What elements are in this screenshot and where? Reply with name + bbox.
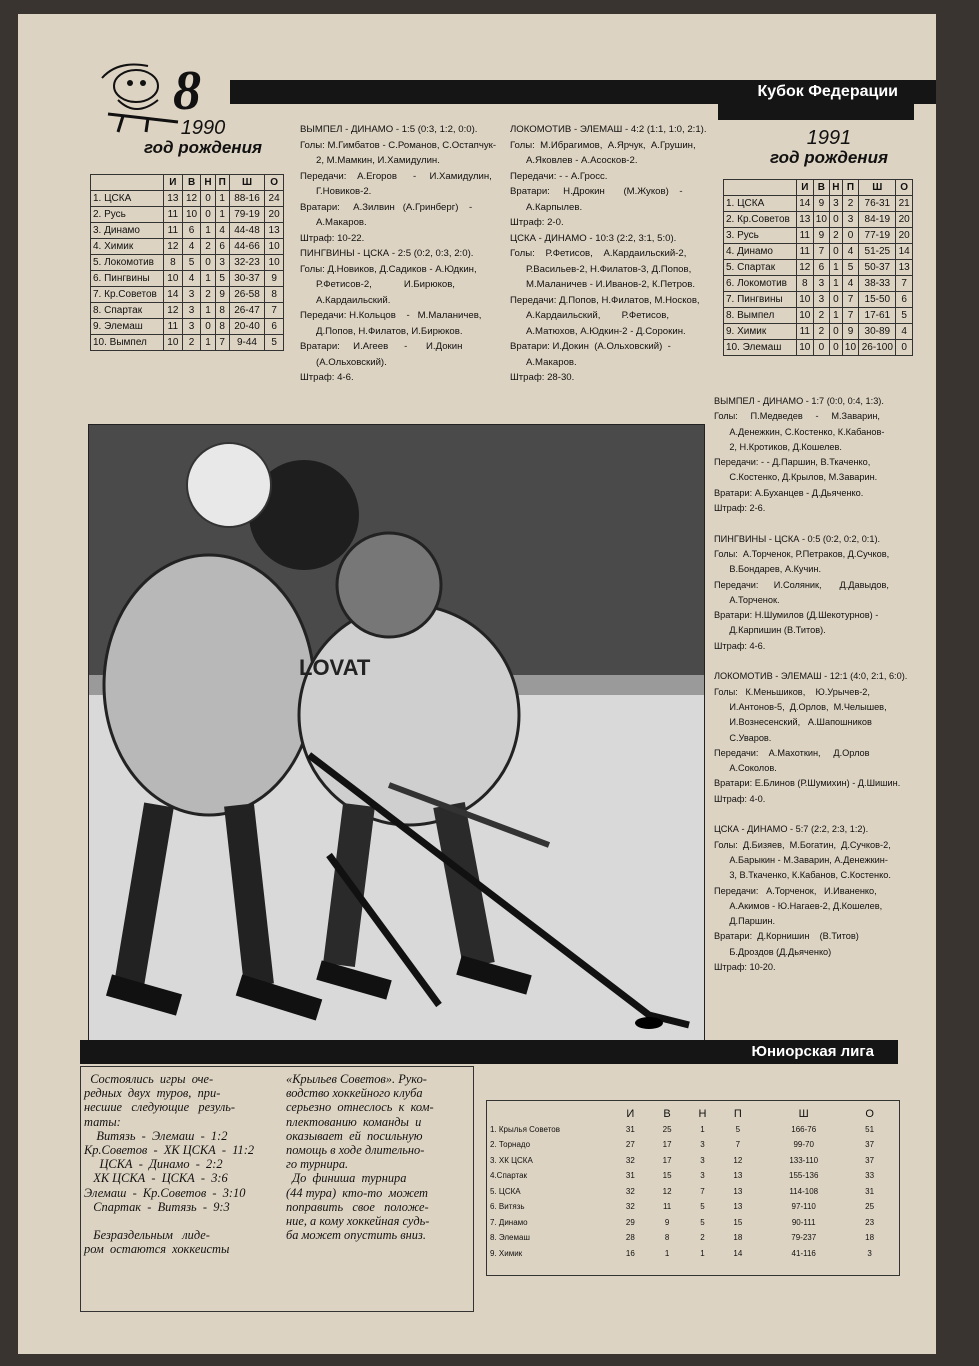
table-row: [724, 324, 913, 340]
year-1990-heading: [128, 118, 278, 157]
stat-cell: 27: [625, 1140, 635, 1150]
stat-cell: 88-16: [229, 191, 264, 207]
header-blank: [724, 180, 797, 196]
stat-cell: 18: [865, 1233, 875, 1243]
stat-cell: 1: [830, 260, 843, 276]
column-header: И: [164, 175, 183, 191]
stat-cell: 37: [865, 1155, 875, 1165]
stat-cell: 5: [215, 271, 229, 287]
stat-cell: 0: [830, 324, 843, 340]
column-header: П: [733, 1107, 742, 1120]
column-header: О: [865, 1107, 874, 1120]
stat-cell: 20-40: [229, 319, 264, 335]
stat-cell: 6: [182, 223, 201, 239]
stat-cell: 99-70: [793, 1140, 814, 1150]
team-name-cell: 1. ЦСКА: [724, 196, 797, 212]
stat-cell: 10: [842, 340, 859, 356]
stat-cell: 166-76: [791, 1124, 817, 1134]
stat-cell: 13: [733, 1171, 743, 1181]
stat-cell: 14: [164, 287, 183, 303]
hockey-photo: [88, 424, 705, 1051]
stat-cell: 97-110: [791, 1202, 816, 1212]
stat-cell: 10: [797, 308, 814, 324]
team-name-cell: 1. ЦСКА: [91, 191, 164, 207]
table-header-row: [91, 175, 284, 191]
stat-cell: 10: [797, 340, 814, 356]
match-column-1: ВЫМПЕЛ - ДИНАМО - 1:5 (0:3, 1:2, 0:0). Голы: М.Гимбатов - С.Романов, С.Остапчук- 2, М.Мамкин, И.Хамидулин. Передачи: А.Егоров - И.Хамидулин, Г.Новиков-2. Вратари: А.Зилвин (А.Гринберг) - А.Макаров. Штраф: 10-22. ПИНГВИНЫ - ЦСКА - 2:5 (0:2, 0:3, 2:0). Голы: Д.Новиков, Д.Садиков - А.Юдкин, Р.Фетисов-2, И.Бирюков, А.Кардаильский. Передачи: Н.Кольцов - М.Маланичев, Д.Попов, Н.Филатов, И.Бирюков. Вратари: И.Агеев - И.Докин (А.Ольховский). Штраф: 4-6.: [300, 124, 497, 383]
stat-cell: 30-89: [859, 324, 896, 340]
stat-cell: 3: [182, 303, 201, 319]
stat-cell: 31: [625, 1124, 635, 1134]
table-row: [91, 319, 284, 335]
stat-cell: 51-25: [859, 244, 896, 260]
stat-cell: 5: [265, 335, 284, 351]
column-header: Н: [830, 180, 843, 196]
year-1991-heading: [754, 128, 904, 167]
team-name-cell: 7. Динамо: [490, 1217, 528, 1227]
table-row: [91, 239, 284, 255]
stat-cell: 8: [797, 276, 814, 292]
table-row: [724, 244, 913, 260]
stat-cell: 17-61: [859, 308, 896, 324]
column-header: И: [626, 1107, 635, 1120]
team-name-cell: 5. Локомотив: [91, 255, 164, 271]
stat-cell: 1: [201, 335, 215, 351]
stat-cell: 10: [164, 271, 183, 287]
stat-cell: 13: [265, 223, 284, 239]
table-row: [91, 191, 284, 207]
stat-cell: 31: [625, 1171, 635, 1181]
header-tab: [718, 100, 914, 120]
stat-cell: 13: [733, 1186, 743, 1196]
stat-cell: 37: [865, 1140, 875, 1150]
stat-cell: 2: [700, 1233, 705, 1243]
stat-cell: 17: [662, 1140, 672, 1150]
stat-cell: 3: [700, 1140, 705, 1150]
team-name-cell: 9. Элемаш: [91, 319, 164, 335]
column-header: П: [842, 180, 859, 196]
table-row: [91, 303, 284, 319]
stat-cell: 5: [842, 260, 859, 276]
column-header: Ш: [859, 180, 896, 196]
stat-cell: 12: [182, 191, 201, 207]
team-name-cell: 8. Вымпел: [724, 308, 797, 324]
stat-cell: 0: [201, 319, 215, 335]
column-header: И: [797, 180, 814, 196]
stat-cell: 20: [896, 212, 913, 228]
stat-cell: 1: [700, 1124, 705, 1134]
stat-cell: 26-100: [859, 340, 896, 356]
team-name-cell: 1. Крылья Советов: [490, 1124, 560, 1134]
stat-cell: 7: [700, 1186, 705, 1196]
team-name-cell: 4. Динамо: [724, 244, 797, 260]
stat-cell: 1: [201, 303, 215, 319]
table-row: [488, 1230, 888, 1246]
stat-cell: 0: [830, 212, 843, 228]
team-name-cell: 8. Элемаш: [490, 1233, 530, 1243]
team-name-cell: 4.Спартак: [490, 1171, 528, 1181]
team-name-cell: 4. Химик: [91, 239, 164, 255]
stat-cell: 11: [662, 1202, 672, 1212]
team-name-cell: 9. Химик: [490, 1248, 523, 1258]
team-name-cell: 2. Русь: [91, 207, 164, 223]
stat-cell: 7: [265, 303, 284, 319]
stat-cell: 6: [215, 239, 229, 255]
table-row: [91, 335, 284, 351]
stat-cell: 13: [896, 260, 913, 276]
stat-cell: 15: [733, 1217, 743, 1227]
stat-cell: 7: [735, 1140, 741, 1150]
table-row: [488, 1122, 888, 1138]
stat-cell: 7: [842, 308, 859, 324]
stat-cell: 0: [830, 244, 843, 260]
year-1990: 1990: [180, 117, 226, 139]
stat-cell: 7: [896, 276, 913, 292]
stat-cell: 8: [215, 319, 229, 335]
stat-cell: 12: [164, 303, 183, 319]
table-row: [724, 308, 913, 324]
stat-cell: 24: [265, 191, 284, 207]
table-row: [91, 287, 284, 303]
page-number: 8: [173, 60, 201, 122]
stat-cell: 26-47: [229, 303, 264, 319]
section-title: Кубок Федерации: [757, 83, 898, 100]
stat-cell: 133-110: [789, 1155, 819, 1165]
stat-cell: 1: [201, 271, 215, 287]
stat-cell: 32-23: [229, 255, 264, 271]
stat-cell: 32: [625, 1155, 635, 1165]
team-name-cell: 5. Спартак: [724, 260, 797, 276]
table-row: [488, 1184, 888, 1200]
team-name-cell: 8. Спартак: [91, 303, 164, 319]
stat-cell: 3: [215, 255, 229, 271]
team-name-cell: 3. Русь: [724, 228, 797, 244]
stat-cell: 1: [830, 308, 843, 324]
stat-cell: 3: [182, 287, 201, 303]
stat-cell: 25: [662, 1124, 672, 1134]
year-1990-label: год рождения: [144, 138, 262, 157]
header-blank: [91, 175, 164, 191]
stat-cell: 6: [265, 319, 284, 335]
stat-cell: 7: [842, 292, 859, 308]
stat-cell: 9: [215, 287, 229, 303]
stat-cell: 8: [164, 255, 183, 271]
stat-cell: 16: [625, 1248, 635, 1258]
stat-cell: 25: [865, 1202, 875, 1212]
table-row: [724, 228, 913, 244]
stat-cell: 10: [265, 239, 284, 255]
stat-cell: 5: [896, 308, 913, 324]
stat-cell: 11: [797, 228, 814, 244]
stat-cell: 41-116: [791, 1248, 816, 1258]
stat-cell: 38-33: [859, 276, 896, 292]
stat-cell: 79-237: [791, 1233, 817, 1243]
stat-cell: 10: [164, 335, 183, 351]
stat-cell: 155-136: [789, 1171, 819, 1181]
table-row: [488, 1215, 888, 1231]
stat-cell: 5: [700, 1217, 705, 1227]
stat-cell: 3: [830, 196, 843, 212]
match-column-2: ЛОКОМОТИВ - ЭЛЕМАШ - 4:2 (1:1, 1:0, 2:1). Голы: М.Ибрагимов, А.Ярчук, А.Грушин, А.Яковлев - А.Асосков-2. Передачи: - - А.Гросс. Вратари: Н.Дрокин (М.Жуков) - А.Карпылев. Штраф: 2-0. ЦСКА - ДИНАМО - 10:3 (2:2, 3:1, 5:0). Голы: Р.Фетисов, А.Кардаильский-2, Р.Васильев-2, Н.Филатов-3, Д.Попов, М.Маланичев - И.Иванов-2, К.Петров. Передачи: Д.Попов, Н.Филатов, М.Носков, А.Кардаильский, Р.Фетисов, А.Матюхов, А.Юдкин-2 - Д.Сорокин. Вратари: И.Докин (А.Ольховский) - А.Макаров. Штраф: 28-30.: [510, 124, 707, 383]
stat-cell: 0: [842, 228, 859, 244]
junior-header-bar: [80, 1040, 898, 1064]
header-blank: [488, 1106, 612, 1122]
stat-cell: 10: [813, 212, 830, 228]
stat-cell: 26-58: [229, 287, 264, 303]
column-header: Н: [698, 1107, 707, 1120]
stat-cell: 11: [797, 244, 814, 260]
stat-cell: 3: [813, 276, 830, 292]
column-header: Ш: [798, 1107, 809, 1120]
standings-1991-table: [723, 179, 913, 356]
team-name-cell: 10. Вымпел: [91, 335, 164, 351]
stat-cell: 0: [201, 191, 215, 207]
stat-cell: 8: [664, 1233, 670, 1243]
stat-cell: 32: [625, 1202, 635, 1212]
table-header-row: [724, 180, 913, 196]
table-row: [724, 196, 913, 212]
stat-cell: 3: [867, 1248, 872, 1258]
stat-cell: 12: [733, 1155, 743, 1165]
column-header: Ш: [229, 175, 264, 191]
stat-cell: 8: [215, 303, 229, 319]
stat-cell: 1: [201, 223, 215, 239]
jersey-text: LOVAT: [299, 655, 371, 680]
stat-cell: 15: [662, 1171, 672, 1181]
stat-cell: 7: [215, 335, 229, 351]
stat-cell: 13: [164, 191, 183, 207]
stat-cell: 9: [842, 324, 859, 340]
team-name-cell: 2. Торнадо: [490, 1140, 531, 1150]
stat-cell: 3: [700, 1171, 705, 1181]
stat-cell: 1: [830, 276, 843, 292]
table-row: [91, 271, 284, 287]
stat-cell: 5: [182, 255, 201, 271]
stat-cell: 20: [896, 228, 913, 244]
stat-cell: 3: [182, 319, 201, 335]
stat-cell: 30-37: [229, 271, 264, 287]
stat-cell: 29: [625, 1217, 635, 1227]
stat-cell: 0: [813, 340, 830, 356]
team-name-cell: 2. Кр.Советов: [724, 212, 797, 228]
stat-cell: 11: [164, 207, 183, 223]
stat-cell: 4: [215, 223, 229, 239]
stat-cell: 18: [733, 1233, 743, 1243]
stat-cell: 10: [182, 207, 201, 223]
stat-cell: 90-111: [791, 1217, 816, 1227]
team-name-cell: 6. Локомотив: [724, 276, 797, 292]
stat-cell: 6: [896, 292, 913, 308]
column-header: О: [896, 180, 913, 196]
stat-cell: 14: [797, 196, 814, 212]
stat-cell: 12: [662, 1186, 672, 1196]
stat-cell: 3: [813, 292, 830, 308]
stat-cell: 32: [625, 1186, 635, 1196]
stat-cell: 33: [865, 1171, 875, 1181]
table-row: [724, 340, 913, 356]
stat-cell: 9: [265, 271, 284, 287]
table-row: [724, 292, 913, 308]
stat-cell: 23: [865, 1217, 875, 1227]
column-header: О: [265, 175, 284, 191]
team-name-cell: 3. ХК ЦСКА: [490, 1155, 533, 1165]
stat-cell: 2: [842, 196, 859, 212]
stat-cell: 21: [896, 196, 913, 212]
stat-cell: 1: [215, 191, 229, 207]
stat-cell: 2: [813, 324, 830, 340]
stat-cell: 9-44: [229, 335, 264, 351]
table-row: [724, 276, 913, 292]
stat-cell: 17: [662, 1155, 672, 1165]
stat-cell: 0: [201, 207, 215, 223]
stat-cell: 84-19: [859, 212, 896, 228]
team-name-cell: 6. Пингвины: [91, 271, 164, 287]
table-header-row: [488, 1106, 888, 1122]
stat-cell: 4: [842, 244, 859, 260]
stat-cell: 10: [265, 255, 284, 271]
stat-cell: 13: [797, 212, 814, 228]
stat-cell: 44-48: [229, 223, 264, 239]
stat-cell: 1: [215, 207, 229, 223]
table-row: [488, 1246, 888, 1262]
column-header: В: [813, 180, 830, 196]
stat-cell: 14: [896, 244, 913, 260]
table-row: [91, 255, 284, 271]
stat-cell: 114-108: [789, 1186, 819, 1196]
team-name-cell: 7. Кр.Советов: [91, 287, 164, 303]
magazine-page: [18, 14, 936, 1354]
stat-cell: 0: [830, 292, 843, 308]
standings-1990-table: [90, 174, 284, 351]
stat-cell: 11: [797, 324, 814, 340]
junior-title: Юниорская лига: [751, 1043, 874, 1060]
table-row: [91, 207, 284, 223]
table-row: [724, 260, 913, 276]
stat-cell: 9: [664, 1217, 670, 1227]
junior-text-column-1: Состоялись игры оче- редных двух туров, при- несшие следующие резуль- таты: Витязь - Элемаш - 1:2 Кр.Советов - ХК ЦСКА - 11:2 ЦСКА - Динамо - 2:2 ХК ЦСКА - ЦСКА - 3:6 Элемаш - Кр.Советов - 3:10 Спартак - Витязь - 9:3 Безраздельным лиде- ром остаются хоккеисты: [84, 1072, 255, 1257]
table-row: [488, 1153, 888, 1169]
stat-cell: 2: [830, 228, 843, 244]
column-header: П: [215, 175, 229, 191]
stat-cell: 5: [735, 1124, 741, 1134]
table-row: [488, 1199, 888, 1215]
stat-cell: 12: [797, 260, 814, 276]
column-header: В: [182, 175, 201, 191]
stat-cell: 0: [201, 255, 215, 271]
stat-cell: 2: [201, 239, 215, 255]
stat-cell: 4: [182, 239, 201, 255]
stat-cell: 5: [700, 1202, 705, 1212]
stat-cell: 9: [813, 228, 830, 244]
stat-cell: 9: [813, 196, 830, 212]
stat-cell: 6: [813, 260, 830, 276]
year-1991-label: год рождения: [770, 148, 888, 167]
stat-cell: 2: [201, 287, 215, 303]
stat-cell: 76-31: [859, 196, 896, 212]
column-header: Н: [201, 175, 215, 191]
stat-cell: 1: [700, 1248, 705, 1258]
table-row: [724, 212, 913, 228]
stat-cell: 50-37: [859, 260, 896, 276]
stat-cell: 11: [164, 319, 183, 335]
table-row: [488, 1137, 888, 1153]
stat-cell: 12: [164, 239, 183, 255]
stat-cell: 0: [830, 340, 843, 356]
stat-cell: 28: [625, 1233, 635, 1243]
team-name-cell: 6. Витязь: [490, 1202, 525, 1212]
stat-cell: 51: [865, 1124, 875, 1134]
stat-cell: 0: [896, 340, 913, 356]
table-row: [91, 223, 284, 239]
team-name-cell: 3. Динамо: [91, 223, 164, 239]
stat-cell: 2: [182, 335, 201, 351]
stat-cell: 20: [265, 207, 284, 223]
stat-cell: 79-19: [229, 207, 264, 223]
column-header: В: [663, 1107, 671, 1120]
stat-cell: 13: [733, 1202, 743, 1212]
stat-cell: 44-66: [229, 239, 264, 255]
junior-standings-table: [488, 1106, 888, 1261]
stat-cell: 11: [164, 223, 183, 239]
stat-cell: 3: [842, 212, 859, 228]
match-column-3: ВЫМПЕЛ - ДИНАМО - 1:7 (0:0, 0:4, 1:3). Голы: П.Медведев - М.Заварин, А.Денежкин, С.Костенко, К.Кабанов- 2, Н.Кротиков, Д.Кошелев. Передачи: - - Д.Паршин, В.Ткаченко, С.Костенко, Д.Крылов, М.Заварин. Вратари: А.Буханцев - Д.Дьяченко. Штраф: 2-6. ПИНГВИНЫ - ЦСКА - 0:5 (0:2, 0:2, 0:1). Голы: А.Торченок, Р.Петраков, Д.Сучков, В.Бондарев, А.Кучин. Передачи: И.Соляник, Д.Давыдов, А.Торченок. Вратари: Н.Шумилов (Д.Шекотурнов) - Д.Карпишин (В.Титов). Штраф: 4-6. ЛОКОМОТИВ - ЭЛЕМАШ - 12:1 (4:0, 2:1, 6:0). Голы: К.Меньшиков, Ю.Урычев-2, И.Антонов-5, Д.Орлов, М.Челышев, И.Вознесенский, А.Шапошников С.Уваров. Передачи: А.Махоткин, Д.Орлов А.Соколов. Вратари: Е.Блинов (Р.Шумихин) - Д.Шишин. Штраф: 4-0. ЦСКА - ДИНАМО - 5:7 (2:2, 2:3, 1:2). Голы: Д.Бизяев, М.Богатин, Д.Сучков-2, А.Барыкин - М.Заварин, А.Денежкин- 3, В.Ткаченко, К.Кабанов, С.Костенко. Передачи: А.Торченок, И.Иваненко, А.Акимов - Ю.Нагаев-2, Д.Кошелев, Д.Паршин. Вратари: Д.Корнишин (В.Титов) Б.Дроздов (Д.Дьяченко) Штраф: 10-20.: [714, 396, 908, 972]
stat-cell: 1: [664, 1248, 670, 1258]
stat-cell: 10: [797, 292, 814, 308]
stat-cell: 2: [813, 308, 830, 324]
year-1991: 1991: [806, 127, 852, 149]
stat-cell: 14: [733, 1248, 743, 1258]
table-row: [488, 1168, 888, 1184]
stat-cell: 8: [265, 287, 284, 303]
stat-cell: 3: [700, 1155, 705, 1165]
stat-cell: 15-50: [859, 292, 896, 308]
junior-text-column-2: «Крыльев Советов». Руко- водство хоккейного клуба серьезно отнеслось к ком- плектованию команды и оказывает ей посильную помощь в ходе длительно- го турнира. До финиша турнира (44 тура) кто-то может поправить свое положе- ние, а кому хоккейная судь- ба может опустить вниз.: [286, 1072, 434, 1243]
stat-cell: 4: [182, 271, 201, 287]
stat-cell: 7: [813, 244, 830, 260]
team-name-cell: 5. ЦСКА: [490, 1186, 521, 1196]
team-name-cell: 7. Пингвины: [724, 292, 797, 308]
stat-cell: 77-19: [859, 228, 896, 244]
team-name-cell: 9. Химик: [724, 324, 797, 340]
stat-cell: 31: [865, 1186, 875, 1196]
team-name-cell: 10. Элемаш: [724, 340, 797, 356]
stat-cell: 4: [896, 324, 913, 340]
stat-cell: 4: [842, 276, 859, 292]
